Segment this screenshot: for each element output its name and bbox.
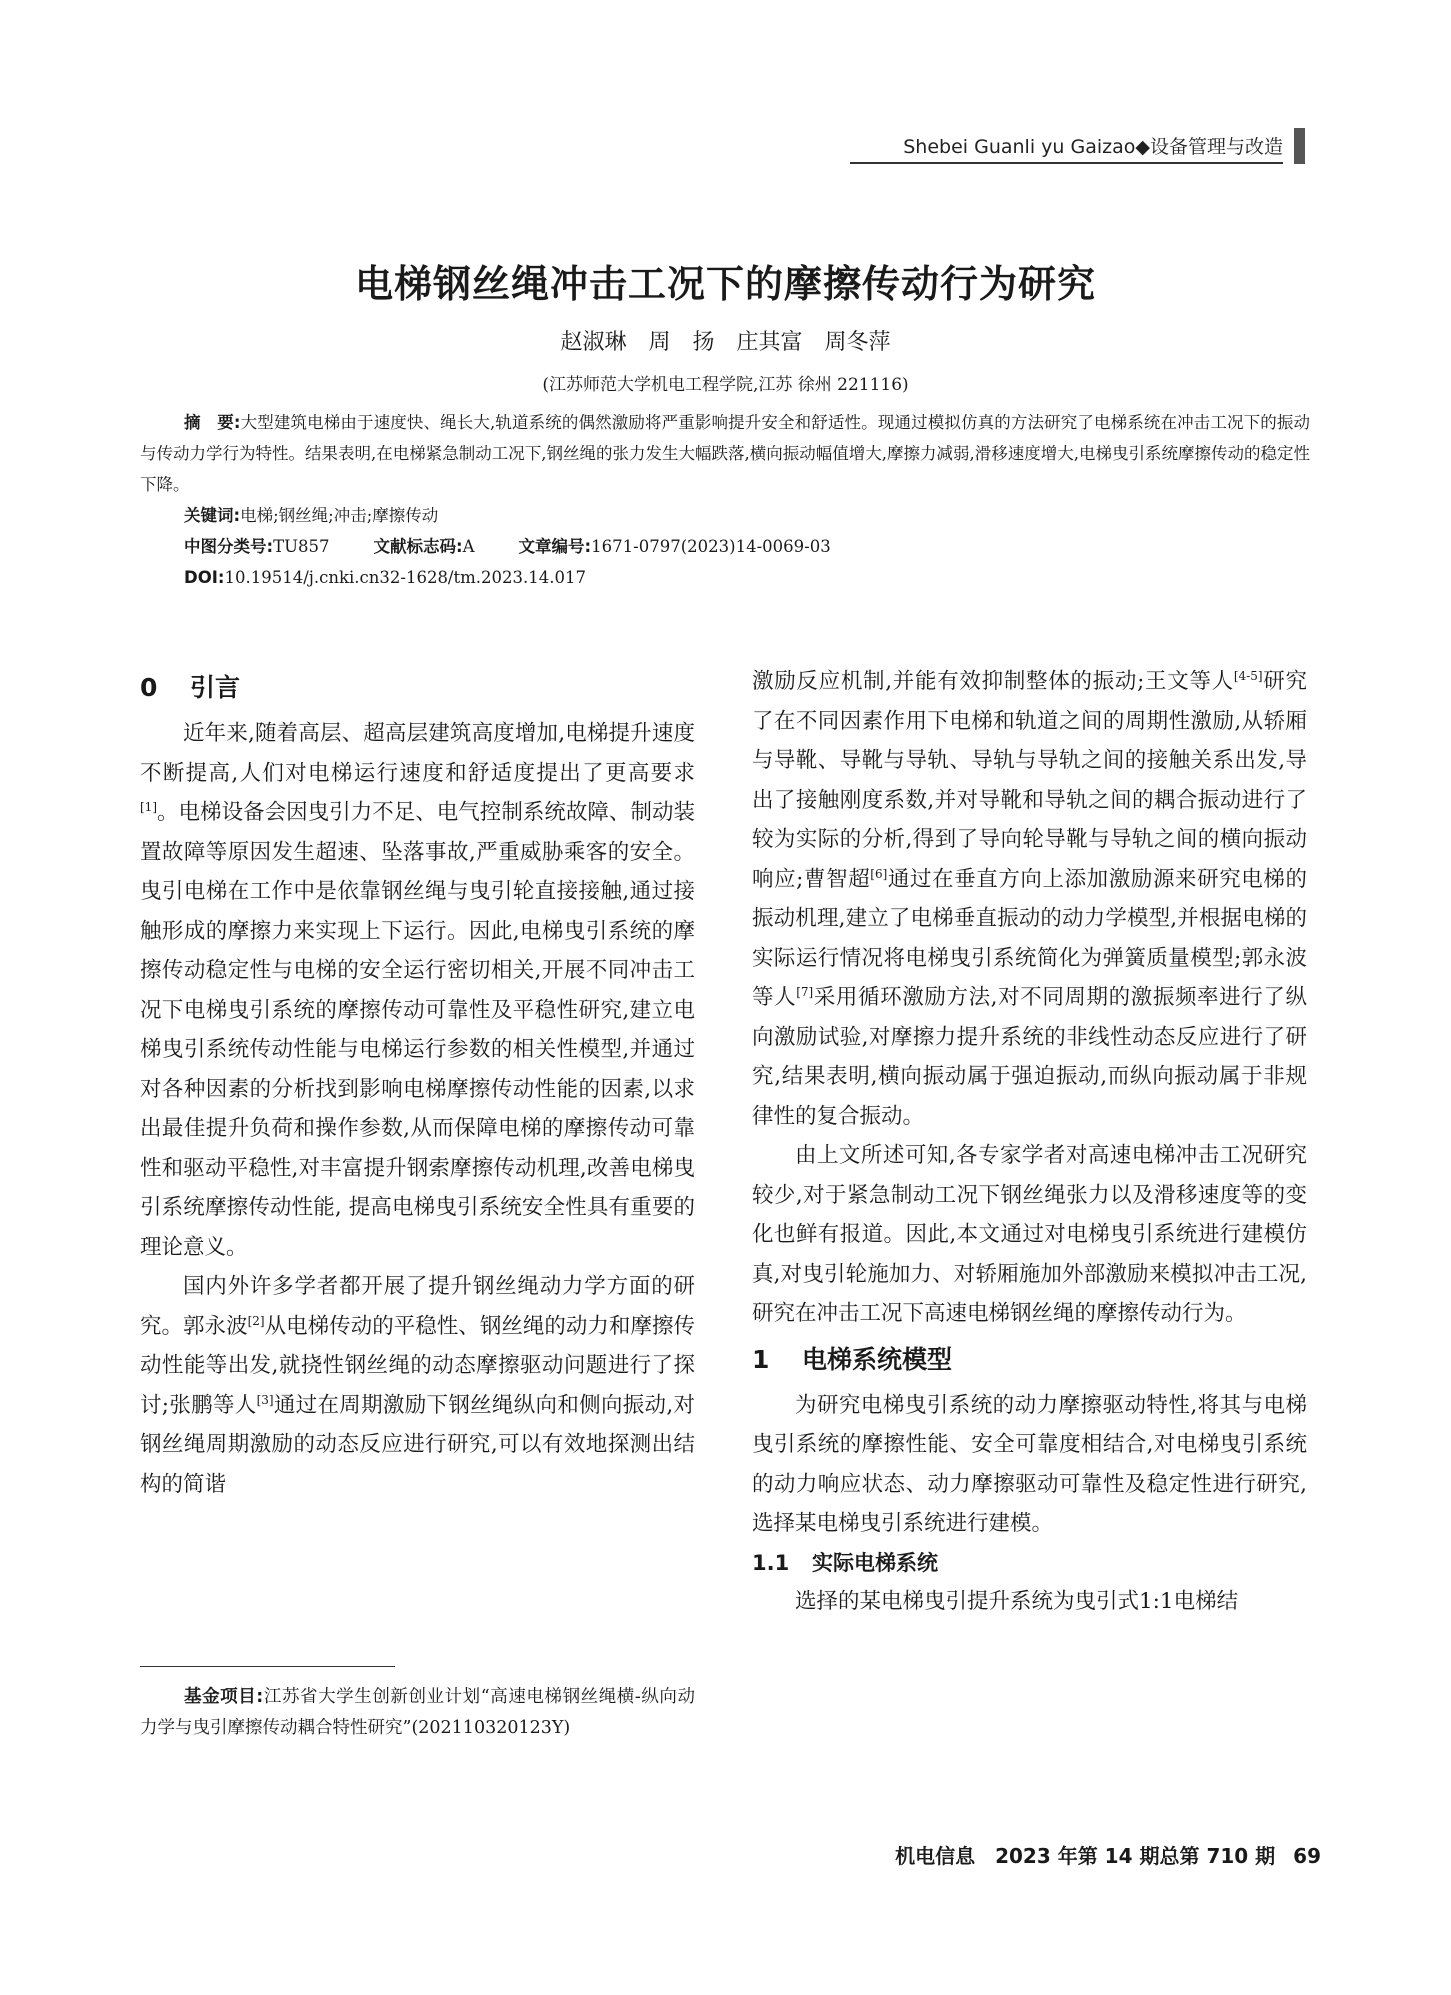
article-id-label: 文章编号: — [518, 537, 592, 556]
article-id-value: 1671-0797(2023)14-0069-03 — [591, 537, 831, 556]
section-1-1-heading — [752, 1544, 1307, 1582]
citation-ref: [1] — [140, 800, 157, 814]
running-header-bar — [1294, 128, 1305, 164]
citation-ref: [6] — [870, 866, 888, 881]
abstract-text: 大型建筑电梯由于速度快、绳长大,轨道系统的偶然激励将严重影响提升安全和舒适性。现通过模拟仿真的方法研究了电梯系统在冲击工况下的振动与传动力学行为特性。结果表明,在电梯紧急制动工况下,钢丝绳的张力发生大幅跌落,横向振动幅值增大,摩擦力减弱,滑移速度增大,电梯曳引系统摩擦传动的稳定性下降。 — [140, 413, 1310, 494]
section-0-number: 0 — [140, 673, 158, 702]
section-1-title: 电梯系统模型 — [802, 1344, 953, 1374]
classification-line — [184, 531, 1310, 562]
section-1-1-title: 实际电梯系统 — [812, 1550, 938, 1575]
doc-code-value: A — [462, 537, 475, 556]
clc-label: 中图分类号: — [184, 537, 274, 556]
paragraph-model-2: 选择的某电梯曳引提升系统为曳引式1:1电梯结 — [795, 1588, 1239, 1614]
running-header — [850, 128, 1305, 166]
page-footer — [895, 1840, 1321, 1869]
abstract-label: 摘 要: — [184, 413, 241, 432]
doi-label: DOI: — [184, 568, 225, 587]
keywords-label: 关键词: — [184, 506, 241, 525]
section-1-heading — [752, 1334, 1307, 1386]
paragraph-text: 通过在周期激励下钢丝绳纵向和侧向振动,对钢丝绳周期激励的动态反应进行研究,可以有效地探测出结构的简谐 — [140, 1392, 695, 1497]
abstract-block — [140, 407, 1310, 593]
footnote-paragraph — [140, 1682, 695, 1744]
section-1-number: 1 — [752, 1344, 770, 1374]
page-number: 69 — [1293, 1844, 1321, 1868]
paragraph-text: 采用循环激励方法,对不同周期的激振频率进行了纵向激励试验,对摩擦力提升系统的非线性动态反应进行了研究,结果表明,横向振动属于强迫振动,而纵向振动属于非规律性的复合振动。 — [752, 985, 1307, 1129]
funding-footnote — [140, 1682, 695, 1744]
citation-ref: [2] — [247, 1313, 265, 1328]
abstract — [140, 407, 1310, 500]
footnote-text: 江苏省大学生创新创业计划“高速电梯钢丝绳横-纵向动力学与曳引摩擦传动耦合特性研究”(202110320123Y) — [140, 1687, 696, 1738]
affiliation: (江苏师范大学机电工程学院,江苏 徐州 221116) — [542, 375, 909, 395]
citation-ref: [4-5] — [1233, 669, 1263, 683]
footnote-label: 基金项目: — [184, 1687, 264, 1707]
keywords — [184, 500, 1310, 531]
citation-ref: [3] — [256, 1392, 274, 1407]
paragraph-intro-3: 由上文所述可知,各专家学者对高速电梯冲击工况研究较少,对于紧急制动工况下钢丝绳张力以及滑移速度等的变化也鲜有报道。因此,本文通过对电梯曳引系统进行建模仿真,对曳引轮施加力、对轿厢施加外部激励来模拟冲击工况,研究在冲击工况下高速电梯钢丝绳的摩擦传动行为。 — [752, 1143, 1307, 1326]
doc-code-label: 文献标志码: — [373, 537, 463, 556]
clc-value: TU857 — [273, 537, 330, 556]
paragraph-text: 从电梯传动的平稳性、钢丝绳的动力和摩擦传动性能等出发,就挠性钢丝绳的动态摩擦驱动问题进行了探讨;张鹏等人 — [140, 1313, 695, 1418]
doi-value: 10.19514/j.cnki.cn32-1628/tm.2023.14.017 — [224, 568, 586, 587]
citation-ref: [7] — [796, 985, 814, 999]
paper-title: 电梯钢丝绳冲击工况下的摩擦传动行为研究 — [354, 262, 1096, 306]
footnote-rule — [140, 1666, 395, 1667]
paragraph-model-1: 为研究电梯曳引系统的动力摩擦驱动特性,将其与电梯曳引系统的摩擦性能、安全可靠度相结合,对电梯曳引系统的动力响应状态、动力摩擦驱动可靠性及稳定性进行研究,选择某电梯曳引系统进行建模。 — [752, 1392, 1307, 1536]
footer-journal-info: 机电信息 2023 年第 14 期总第 710 期 — [895, 1844, 1276, 1868]
keywords-text: 电梯;钢丝绳;冲击;摩擦传动 — [240, 506, 439, 525]
paragraph-text: 激励反应机制,并能有效抑制整体的振动;王文等人 — [752, 669, 1234, 694]
diamond-separator-icon: ◆ — [1135, 136, 1150, 158]
paragraph-text: 研究了在不同因素作用下电梯和轨道之间的周期性激励,从轿厢与导靴、导靴与导轨、导轨与导轨之间的接触关系出发,导出了接触刚度系数,并对导靴和导轨之间的耦合振动进行了较为实际的分析,得到了导向轮导靴与导轨之间的横向振动响应;曹智超 — [752, 669, 1307, 892]
section-0-title: 引言 — [190, 673, 241, 702]
section-0-heading — [140, 662, 695, 714]
paragraph-intro-1 — [140, 714, 695, 1267]
running-header-rule — [850, 162, 1283, 164]
paragraph-text: 近年来,随着高层、超高层建筑高度增加,电梯提升速度不断提高,人们对电梯运行速度和舒适度提出了更高要求 — [140, 721, 695, 786]
right-column — [752, 662, 1307, 1621]
paragraph-text: 国内外许多学者都开展了提升钢丝绳动力学方面的研究。郭永波 — [140, 1274, 695, 1339]
running-header-text — [903, 132, 1283, 159]
paragraph-intro-2 — [140, 1267, 695, 1504]
authors: 赵淑琳 周 扬 庄其富 周冬萍 — [560, 330, 891, 355]
running-header-cn: 设备管理与改造 — [1149, 136, 1283, 158]
doi-line — [184, 562, 1310, 593]
paragraph-text: 。电梯设备会因曳引力不足、电气控制系统故障、制动装置故障等原因发生超速、坠落事故,严重威胁乘客的安全。曳引电梯在工作中是依靠钢丝绳与曳引轮直接接触,通过接触形成的摩擦力来实现上下运行。因此,电梯曳引系统的摩擦传动稳定性与电梯的安全运行密切相关,开展不同冲击工况下电梯曳引系统的摩擦传动可靠性及平稳性研究,建立电梯曳引系统传动性能与电梯运行参数的相关性模型,并通过对各种因素的分析找到影响电梯摩擦传动性能的因素,以求出最佳提升负荷和操作参数,从而保障电梯的摩擦传动可靠性和驱动平稳性,对丰富提升钢索摩擦传动机理,改善电梯曳引系统摩擦传动性能, 提高电梯曳引系统安全性具有重要的理论意义。 — [140, 800, 695, 1260]
section-1-1-number: 1.1 — [752, 1550, 790, 1575]
running-header-latin: Shebei Guanli yu Gaizao — [903, 136, 1136, 158]
paragraph-text: 通过在垂直方向上添加激励源来研究电梯的振动机理,建立了电梯垂直振动的动力学模型,并根据电梯的实际运行情况将电梯曳引系统简化为弹簧质量模型;郭永波等人 — [752, 866, 1307, 1010]
left-column — [140, 662, 695, 1504]
paragraph-intro-2-continued — [752, 662, 1307, 1136]
